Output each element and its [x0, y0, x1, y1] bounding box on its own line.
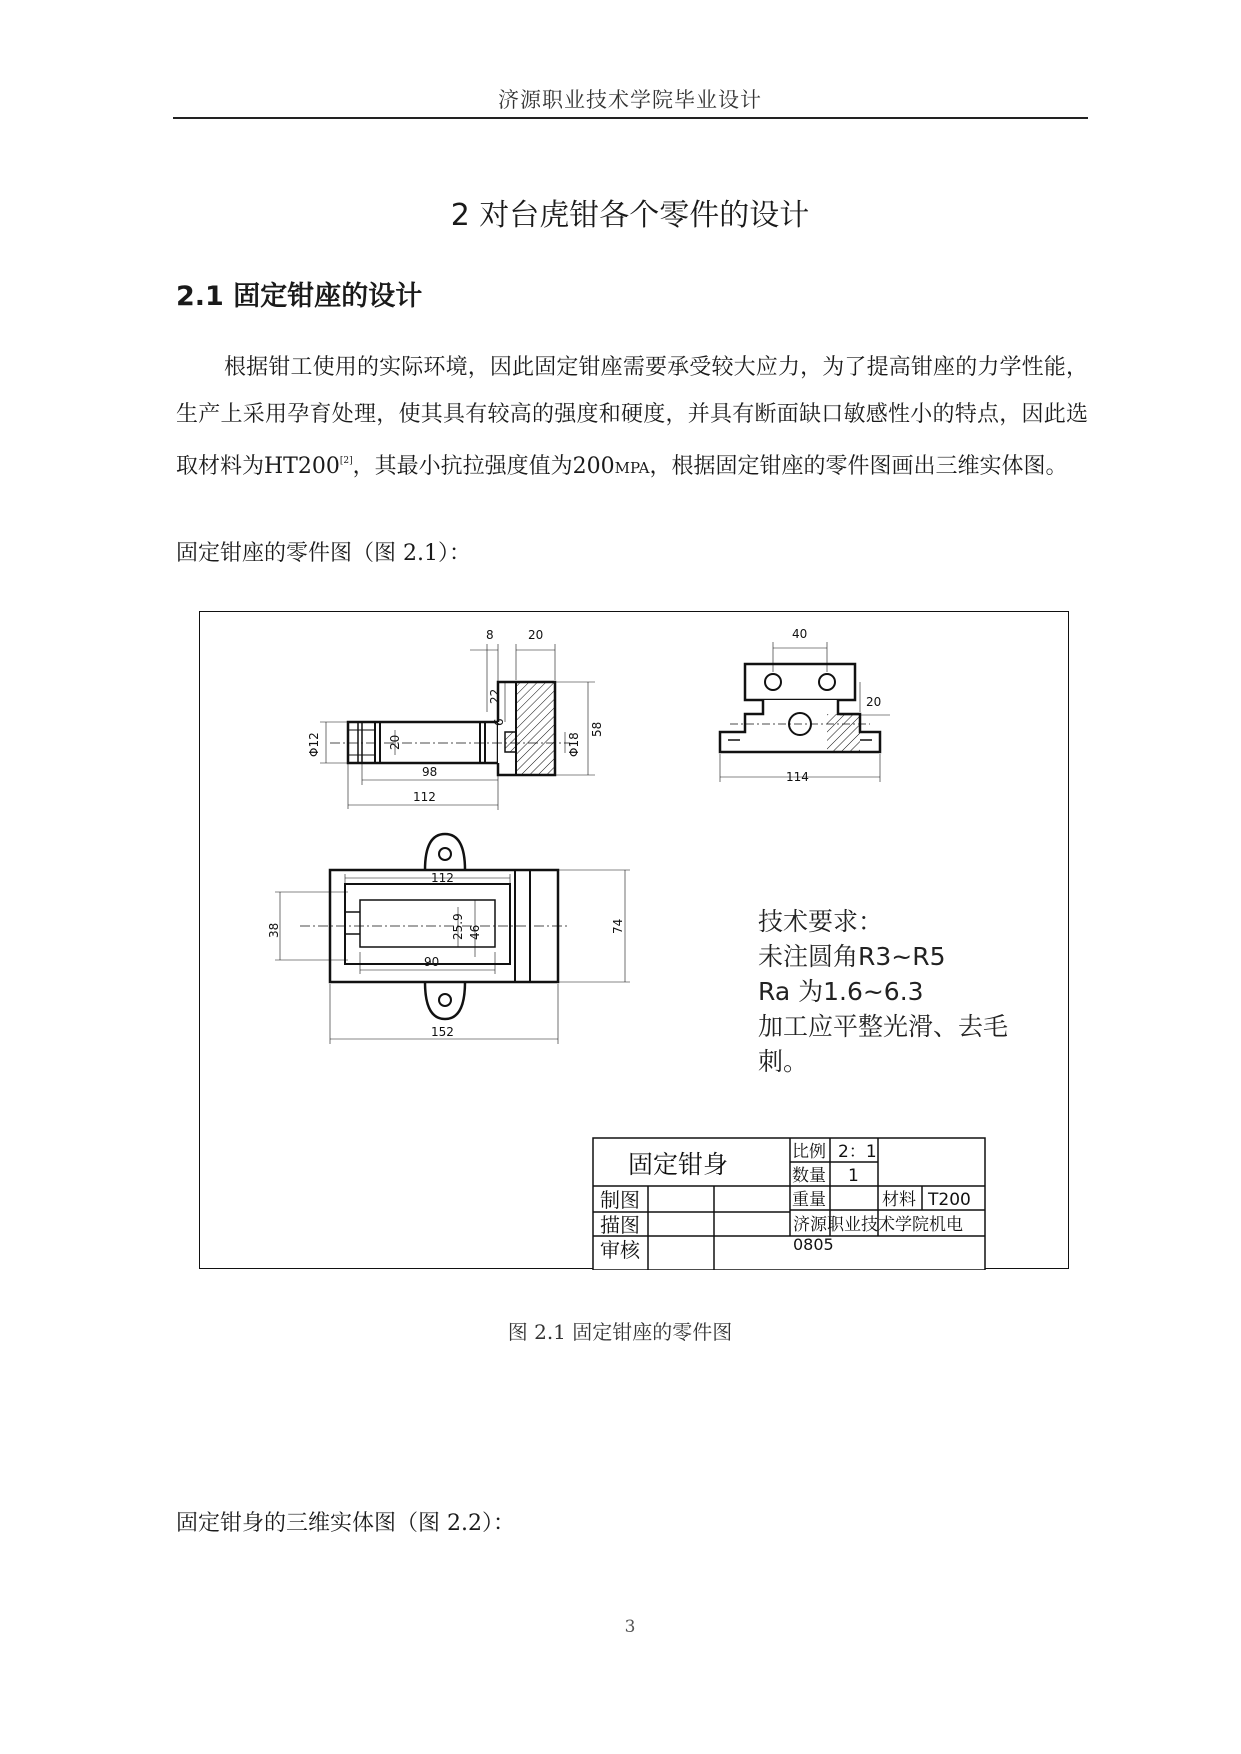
quantity-label: 数量 — [792, 1166, 826, 1186]
unit-mpa: MPA — [614, 459, 650, 477]
page-number: 3 — [624, 1617, 636, 1637]
side-view — [720, 642, 890, 782]
paragraph-text-1: 根据钳工使用的实际环境，因此固定钳座需要承受较大应力，为了提高钳座的力学性能，生产上采用孕育处理，使其具有较高的强度和硬度，并具有断面缺口敏感性小的特点，因此选取材料为HT200 — [176, 355, 1088, 479]
dim-40: 40 — [792, 627, 808, 641]
dim-98: 98 — [422, 765, 438, 779]
dim-25-9: 25.9 — [451, 913, 465, 940]
tech-req-title: 技术要求： — [758, 907, 884, 936]
scale-label: 比例 — [792, 1142, 826, 1162]
dim-112-front: 112 — [413, 790, 436, 804]
front-view — [320, 644, 595, 810]
engineering-drawing — [199, 611, 1069, 1269]
dim-6: 6 — [492, 718, 506, 726]
dim-20-mid: 20 — [388, 734, 402, 750]
dim-58: 58 — [590, 721, 604, 737]
material-value: T200 — [928, 1190, 971, 1210]
weight-label: 重量 — [792, 1190, 826, 1210]
dim-152: 152 — [431, 1025, 454, 1039]
body-paragraph — [176, 344, 1088, 492]
figure-intro-2: 固定钳身的三维实体图（图 2.2）： — [176, 1511, 515, 1536]
dim-114: 114 — [786, 770, 809, 784]
dim-20-top: 20 — [528, 628, 544, 642]
drawn-label: 制图 — [600, 1188, 640, 1212]
paragraph-text-3: ，根据固定钳座的零件图画出三维实体图。 — [649, 454, 1068, 479]
checked-label: 审核 — [600, 1238, 640, 1262]
tech-req-line-2: Ra 为1.6~6.3 — [758, 977, 924, 1006]
header-rule — [173, 117, 1088, 119]
part-name: 固定钳身 — [628, 1150, 729, 1179]
dim-phi18: Φ18 — [567, 732, 581, 757]
figure-intro-1: 固定钳座的零件图（图 2.1）： — [176, 541, 471, 566]
tech-req-line-1: 未注圆角R3~R5 — [758, 942, 946, 971]
dim-74: 74 — [611, 918, 625, 934]
dim-112-plan: 112 — [431, 871, 454, 885]
dim-phi12: Φ12 — [307, 732, 321, 757]
citation-ref[interactable]: [2] — [339, 456, 353, 466]
tech-req-line-4: 刺。 — [758, 1047, 809, 1076]
paragraph-text-2: ，其最小抗拉强度值为200 — [352, 454, 615, 479]
chapter-title: 2 对台虎钳各个零件的设计 — [450, 198, 810, 233]
class-code: 0805 — [793, 1235, 834, 1254]
page-header: 济源职业技术学院毕业设计 — [498, 88, 762, 112]
section-title: 2.1 固定钳座的设计 — [176, 281, 423, 312]
dim-20-side: 20 — [866, 695, 882, 709]
scale-value: 2：1 — [838, 1142, 877, 1162]
school-name: 济源职业技术学院机电 — [793, 1215, 963, 1235]
material-label: 材料 — [882, 1190, 916, 1210]
figure-caption: 图 2.1 固定钳座的零件图 — [507, 1320, 733, 1344]
dim-8: 8 — [486, 628, 494, 642]
dim-90: 90 — [424, 955, 440, 969]
dim-38: 38 — [267, 922, 281, 938]
tech-requirements — [758, 904, 1008, 1079]
tech-req-line-3: 加工应平整光滑、去毛 — [758, 1012, 1009, 1041]
quantity-value: 1 — [848, 1166, 859, 1186]
dim-46: 46 — [468, 924, 482, 940]
dim-22: 22 — [488, 688, 502, 704]
traced-label: 描图 — [600, 1213, 640, 1237]
